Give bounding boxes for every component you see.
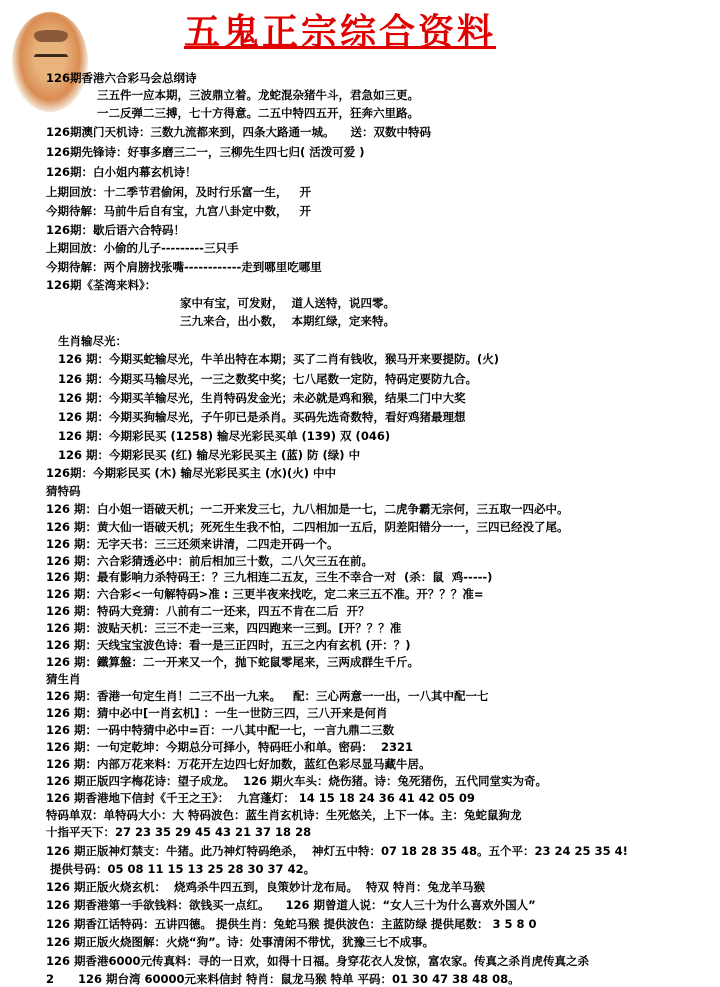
text-line: 今期待解：两个肩膀找张嘴------------走到哪里吃哪里	[46, 260, 322, 274]
text-line: 126 期正版火烧图解：火烧“狗”。诗：处事清闲不带忧，犹豫三七不成事。	[46, 935, 435, 949]
text-line: 126 期：黄大仙一语破天机；死死生生我不怕，二四相加一五后，阴差阳错分一一，三四已经没了尾。	[46, 520, 569, 534]
text-line: 三五件一应本期，三波鼎立着。龙蛇混杂猪牛斗，君急如三更。	[97, 88, 419, 102]
text-line: 126 期香港6000元传真料：寻的一日欢，如得十日福。身穿花衣人发惊，富农家。传真之杀肖虎传真之杀	[46, 954, 590, 968]
text-line: 三九来合，出小数， 本期红绿，定来特。	[180, 314, 396, 328]
text-line: 126 期：一句定乾坤：今期总分可择小，特码旺小和单。密码： 2321	[46, 740, 414, 754]
text-line: 126期《荃湾来料》：	[46, 278, 157, 292]
text-line: 126 期：六合彩猜透必中：前后相加三十数，二八欠三五在前。	[46, 554, 374, 568]
text-line: 今期待解：马前牛后自有宝，九宫八卦定中数， 开	[46, 204, 312, 218]
text-line: 126 期：今期买蛇输尽光，牛羊出特在本期；买了二肖有钱收，猴马开来要提防。(火)	[58, 352, 500, 366]
text-line: 126 期：最有影响力杀特码王：？三九相连二五友，三生不幸合一对 (杀：鼠 鸡-----)	[46, 570, 493, 584]
text-line: 126期：歇后语六合特码！	[46, 223, 186, 237]
text-line: 126 期：内部万花来料：万花开左边四七好加数，蓝红色彩尽显马藏牛居。	[46, 757, 431, 771]
text-line: 2 126 期台湾 60000元来料信封 特肖：鼠龙马猴 特单 平码：01 30 47 38 48 08。	[46, 972, 520, 986]
text-line: 126 期：六合彩<一句解特码>准 : 三更半夜来找吃，定二来三五不准。开？？？准=	[46, 587, 484, 601]
page-title: 五鬼正宗综合资料	[183, 11, 496, 53]
text-line: 126 期香港第一手欲钱料：欲钱买一点红。 126 期曾道人说：“女人三十为什么喜欢外国人”	[46, 898, 536, 912]
text-line: 126 期正版四字梅花诗：望子成龙。 126 期火车头：烧伤猪。诗：兔死猪伤，五代同堂实为奇。	[46, 774, 548, 788]
text-line: 126 期：今期彩民买 (红) 输尽光彩民买主 (蓝) 防 (绿) 中	[58, 448, 361, 462]
text-line: 特码单双：单特码大小：大 特码波色：蓝生肖玄机诗：生死悠关，上下一体。主：兔蛇鼠狗龙	[46, 808, 522, 822]
text-line: 126期：白小姐内幕玄机诗！	[46, 165, 197, 179]
text-line: 126 期：波贴天机：三三不走一三来，四四跑来一三到。[开？？？准	[46, 621, 402, 635]
text-line: 上期回放：十二季节君偷闲，及时行乐富一生， 开	[46, 185, 312, 199]
text-line: 126 期：天线宝宝波色诗：看一是三正四时，五三之内有玄机 (开：？)	[46, 638, 411, 652]
text-line: 126期香港六合彩马会总纲诗	[46, 71, 197, 85]
text-line: 126 期：今期买狗输尽光，子午卯已是杀肖。买码先选奇数特，看好鸡猪最理想	[58, 410, 466, 424]
text-line: 126 期：今期彩民买 (1258) 输尽光彩民买单 (139) 双 (046)	[58, 429, 391, 443]
text-line: 126 期：香港一句定生肖！二三不出一九来。 配：三心两意一一出，一八其中配一七	[46, 689, 489, 703]
text-line: 126 期香江话特码：五讲四德。 提供生肖：兔蛇马猴 提供波色：主蓝防绿 提供尾数： 3 5 8 0	[46, 917, 537, 931]
text-line: 126 期：一码中特猜中必中=百：一八其中配一七，一言九鼎二三数	[46, 723, 395, 737]
text-line: 一二反弹二三搏，七十方得意。二五中特四五开，狂奔六里路。	[97, 106, 419, 120]
text-line: 126 期：特码大竞猜：八前有二一还来，四五不肯在二后 开？	[46, 604, 370, 618]
text-line: 126期澳门天机诗：三数九流都来到，四条大路通一城。 送：双数中特码	[46, 125, 432, 139]
text-line: 126 期：白小姐一语破天机；一二开来发三七，九八相加是一七，二虎争霸无宗何，三五取一四必中。	[46, 502, 569, 516]
text-line: 126 期：今期买马输尽光，一三之数奖中奖；七八尾数一定防，特码定要防九合。	[58, 372, 478, 386]
text-line: 126 期：无字天书：三三还须来讲清，二四走开码一个。	[46, 537, 339, 551]
text-line: 生肖输尽光：	[58, 334, 127, 348]
text-line: 上期回放：小偷的儿子---------三只手	[46, 241, 239, 255]
text-line: 家中有宝，可发财， 道人送特，说四零。	[180, 296, 396, 310]
text-line: 126 期香港地下信封《千王之王》： 九宫蓬灯： 14 15 18 24 36 41 42 05 09	[46, 791, 475, 805]
text-line: 126 期：今期买羊输尽光，生肖特码发金光；未必就是鸡和猴，结果二门中大奖	[58, 391, 466, 405]
text-line: 126 期正版火烧玄机： 烧鸡杀牛四五到，良策妙计龙布局。 特双 特肖：兔龙羊马猴	[46, 880, 486, 894]
text-line: 126 期：猜中必中[一肖玄机] ：一生一世防三四，三八开来是何肖	[46, 706, 388, 720]
text-line: 126期：今期彩民买 (木) 输尽光彩民买主 (水)(火) 中中	[46, 466, 337, 480]
text-line: 十指平天下：27 23 35 29 45 43 21 37 18 28	[46, 825, 312, 839]
text-line: 126 期正版神灯禁支：牛猪。此乃神灯特码绝杀， 神灯五中特：07 18 28 35 48。五个平：23 24 25 35 4!	[46, 844, 628, 858]
text-line: 提供号码：05 08 11 15 13 25 28 30 37 42。	[46, 862, 316, 876]
text-line: 126期先锋诗：好事多磨三二一，三柳先生四七归( 活泼可爱 )	[46, 145, 365, 159]
text-line: 猜特码	[46, 484, 81, 498]
text-line: 猜生肖	[46, 672, 81, 686]
text-line: 126 期：鐵算盤：二一开来又一个，抛下蛇鼠零尾来，三两成群生千斤。	[46, 655, 420, 669]
